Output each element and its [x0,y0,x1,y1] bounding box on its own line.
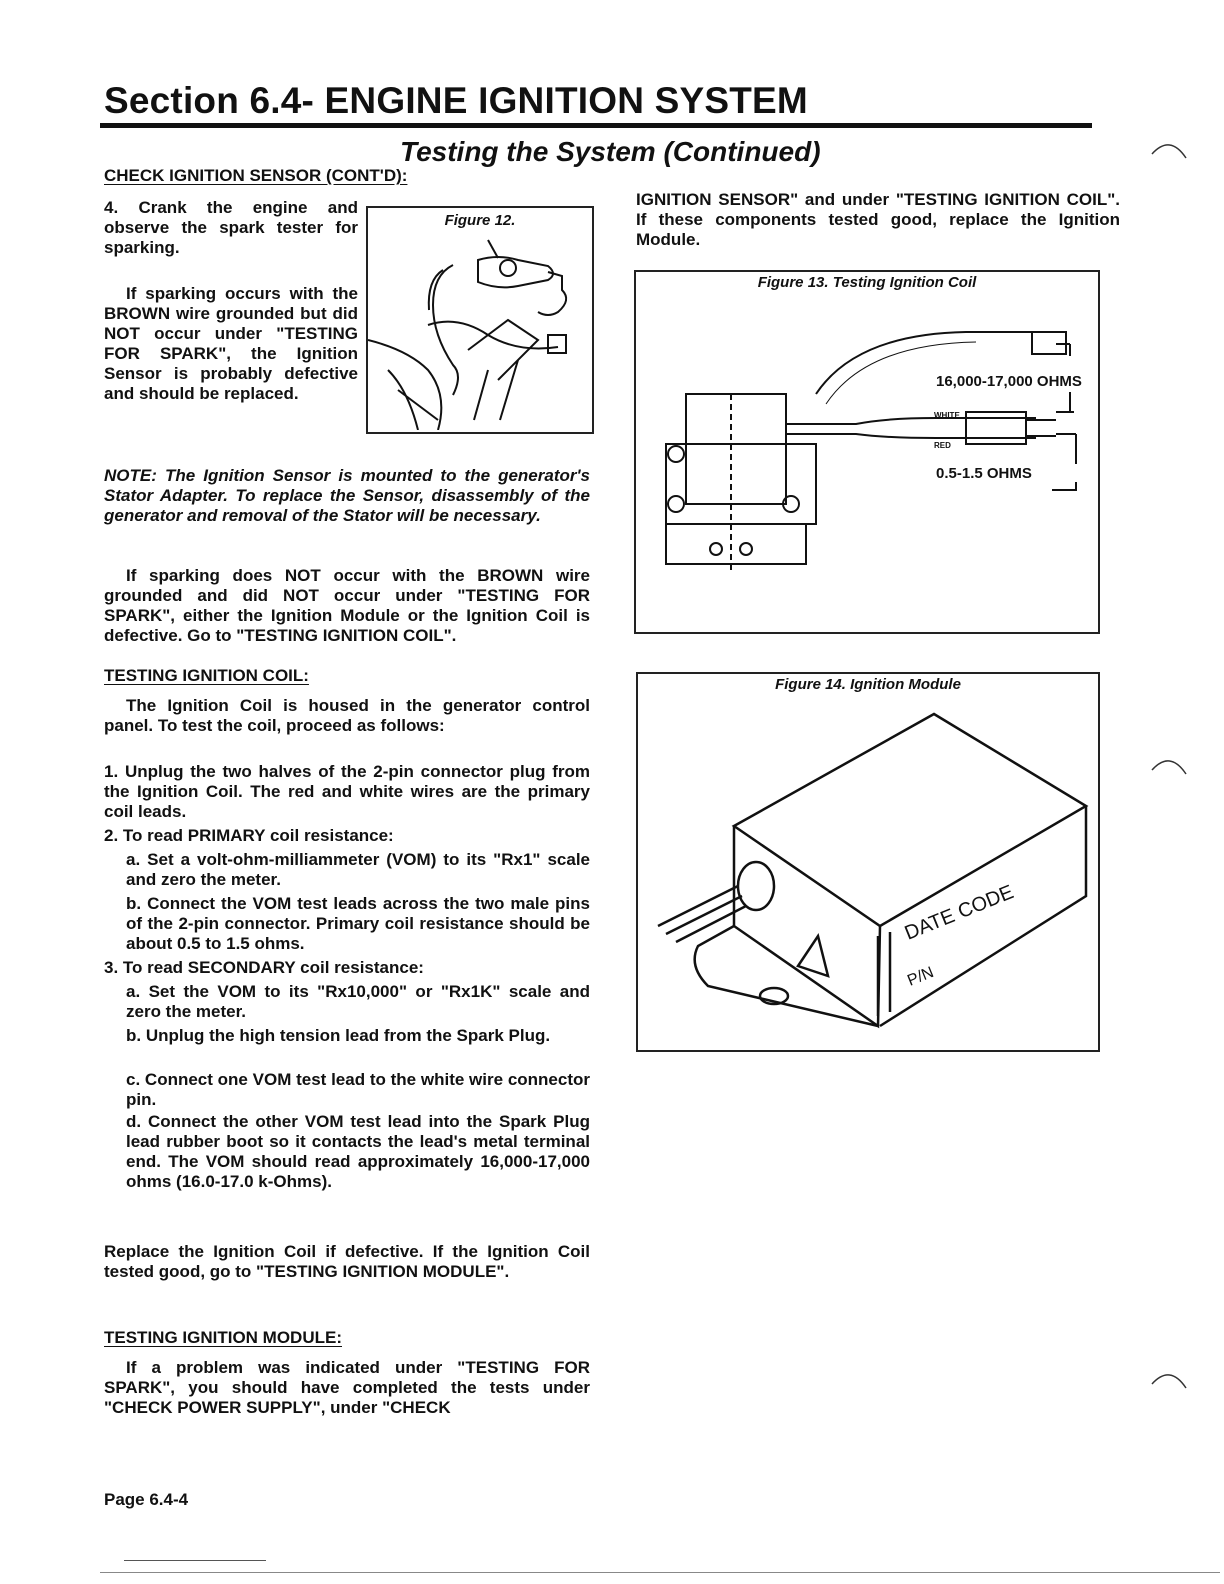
red-wire-label: RED [934,441,951,450]
coil-intro: The Ignition Coil is housed in the generator control panel. To test the coil, proceed as follows: [104,696,590,735]
coil-step-1: 1. Unplug the two halves of the 2-pin connector plug from the Ignition Coil. The red and white wires are the primary coil leads. [104,762,590,821]
testing-module-heading: TESTING IGNITION MODULE: [104,1328,342,1347]
figure-13-caption: Figure 13. Testing Ignition Coil [757,274,977,291]
figure-14-caption: Figure 14. Ignition Module [775,676,961,693]
ignition-coil-diagram [636,294,1098,630]
step-4-text: 4. Crank the engine and observe the spark tester for sparking. [104,198,358,257]
check-sensor-heading: CHECK IGNITION SENSOR (CONT'D): [104,166,408,185]
page-subtitle: Testing the System (Continued) [400,136,821,167]
date-code-handwriting: DATE CODE [901,881,1017,945]
figure-12-caption: Figure 12. [444,212,516,229]
sensor-note: NOTE: The Ignition Sensor is mounted to the generator's Stator Adapter. To replace the Sensor, disassembly of the generator and removal of the Stator will be necessary. [104,466,590,525]
coil-step-3b: b. Unplug the high tension lead from the Spark Plug. [126,1026,551,1045]
margin-mark-bottom [1150,1362,1190,1402]
margin-mark-top [1150,136,1190,196]
footer-rule-long [100,1572,1220,1573]
if-sparking-text: If sparking occurs with the BROWN wire grounded but did NOT occur under "TESTING FOR SPARK", the Ignition Sensor is probably defective and should be replaced. [104,284,358,403]
figure-12 [366,206,594,434]
coil-step-2b: b. Connect the VOM test leads across the two male pins of the 2-pin connector. Primary coil resistance should be about 0.5 to 1.5 ohms. [126,894,590,953]
coil-step-3: 3. To read SECONDARY coil resistance: [104,958,424,977]
coil-replace-text: Replace the Ignition Coil if defective. If the Ignition Coil tested good, go to "TESTING IGNITION MODULE". [104,1242,590,1281]
secondary-ohms-label: 16,000-17,000 OHMS [936,373,1082,390]
page-number: Page 6.4-4 [104,1490,189,1509]
figure-13 [634,270,1100,634]
coil-step-2: 2. To read PRIMARY coil resistance: [104,826,394,845]
margin-mark-mid [1150,748,1190,788]
module-text: If a problem was indicated under "TESTING FOR SPARK", you should have completed the tests under "CHECK POWER SUPPLY", under "CHECK [104,1358,590,1417]
testing-coil-heading: TESTING IGNITION COIL: [104,666,309,685]
ignition-module-illustration [638,696,1098,1048]
continued-text: IGNITION SENSOR" and under "TESTING IGNITION COIL". If these components tested good, replace the Ignition Module. [636,190,1120,249]
coil-step-2a: a. Set a volt-ohm-milliammeter (VOM) to its "Rx1" scale and zero the meter. [126,850,590,889]
figure-14 [636,672,1100,1052]
title-rule [100,123,1092,128]
coil-step-3c: c. Connect one VOM test lead to the white wire connector pin. [126,1070,590,1109]
primary-ohms-label: 0.5-1.5 OHMS [936,465,1032,482]
section-title: Section 6.4- ENGINE IGNITION SYSTEM [104,80,808,121]
if-not-sparking-text: If sparking does NOT occur with the BROWN wire grounded and did NOT occur under "TESTING FOR SPARK", either the Ignition Module or the Ignition Coil is defective. Go to "TESTING IGNITION COIL". [104,566,590,645]
part-number-handwriting: P/N [905,963,937,990]
spark-tester-illustration [368,230,592,430]
footer-rule-short [124,1560,266,1561]
coil-step-3d: d. Connect the other VOM test lead into the Spark Plug lead rubber boot so it contacts the lead's metal terminal end. The VOM should read approximately 16,000-17,000 ohms (16.0-17.0 k-Ohms). [126,1112,590,1191]
coil-step-3a: a. Set the VOM to its "Rx10,000" or "Rx1K" scale and zero the meter. [126,982,590,1021]
white-wire-label: WHITE [934,411,960,420]
